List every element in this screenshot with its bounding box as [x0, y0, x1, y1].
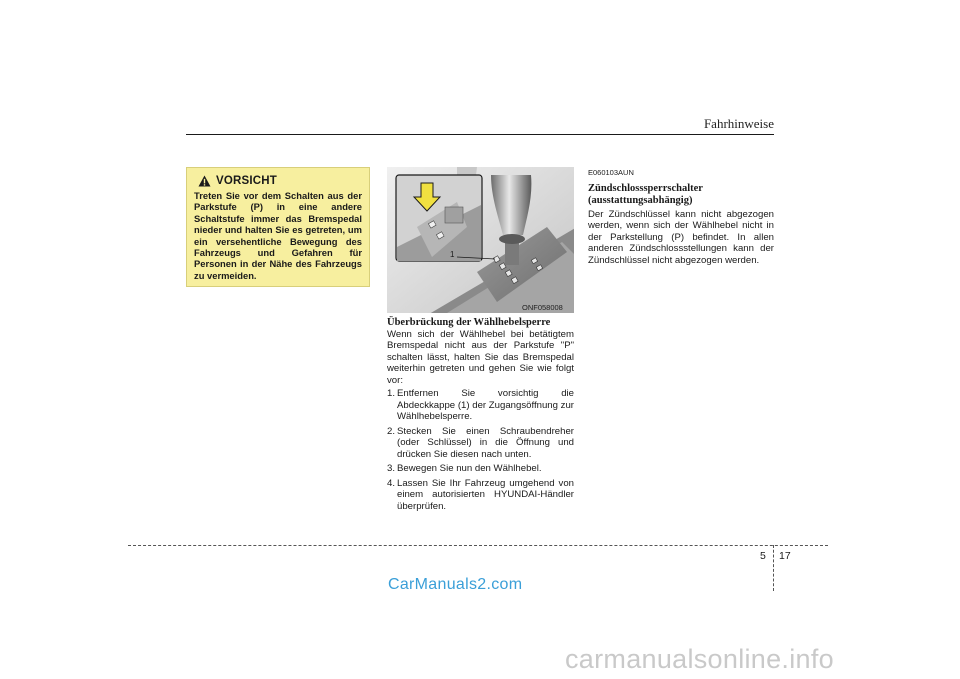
footer-divider	[773, 545, 774, 591]
override-section	[387, 317, 574, 515]
override-intro: Wenn sich der Wählhebel bei betätigtem Bremspedal nicht aus der Parkstufe "P" schalten lässt, halten Sie das Bremspedal weiterhin getreten und gehen Sie wie folgt vor:	[387, 328, 574, 386]
step-text: Entfernen Sie vorsichtig die Abdeckkappe (1) der Zugangsöffnung zur Wählhebelsperre.	[397, 388, 574, 422]
step-number: 2.	[387, 425, 396, 437]
watermark-top[interactable]: CarManuals2.com	[388, 576, 523, 593]
figure-callout-1: 1	[450, 250, 455, 259]
section-title: Fahrhinweise	[703, 116, 774, 131]
list-item	[387, 426, 574, 461]
list-item	[387, 463, 574, 475]
list-item	[387, 388, 574, 423]
override-steps	[387, 388, 574, 512]
step-text: Lassen Sie Ihr Fahrzeug umgehend von einem autorisierten HYUNDAI-Händler überprüfen.	[397, 477, 574, 512]
shift-lever-figure	[387, 167, 574, 313]
step-number: 4.	[387, 477, 396, 489]
warning-triangle-icon	[198, 175, 211, 187]
step-text: Stecken Sie einen Schraubendreher (oder Schlüssel) in die Öffnung und drücken Sie diesen nach unten.	[397, 425, 574, 460]
caution-header	[198, 175, 362, 187]
ignition-lock-subtitle: (ausstattungsabhängig)	[588, 194, 693, 206]
ignition-lock-text: Der Zündschlüssel kann nicht abgezogen werden, wenn sich der Wählhebel nicht in der Parkstellung (P) befindet. In allen anderen Zündschlossstellungen kann der Zündschlüssel nicht abgezogen werden.	[588, 208, 774, 266]
watermark-bottom: carmanualsonline.info	[565, 644, 834, 674]
override-title: Überbrückung der Wählhebelsperre	[387, 317, 551, 328]
page-number: 17	[779, 550, 791, 562]
step-number: 1.	[387, 388, 396, 399]
step-number: 3.	[387, 463, 396, 474]
chapter-number: 5	[760, 550, 766, 562]
caution-box	[186, 167, 370, 287]
ignition-lock-title: Zündschlosssperrschalter	[588, 182, 703, 194]
shift-lever-illustration	[387, 167, 574, 313]
header-rule	[186, 134, 774, 135]
step-text: Bewegen Sie nun den Wählhebel.	[397, 463, 542, 474]
ignition-lock-section	[588, 167, 774, 266]
footer-rule	[128, 545, 828, 546]
section-code: E060103AUN	[588, 168, 634, 177]
figure-code: ONF058008	[522, 303, 563, 312]
caution-title: VORSICHT	[216, 175, 278, 187]
list-item	[387, 478, 574, 513]
caution-text: Treten Sie vor dem Schalten aus der Parkstufe (P) in eine andere Schaltstufe immer das Bremspedal nieder und halten Sie es getreten, um ein versehentliche Bewegung des Fahrzeugs und Gefahren für Personen in der Nähe des Fahrzeugs zu vermeiden.	[194, 190, 362, 281]
